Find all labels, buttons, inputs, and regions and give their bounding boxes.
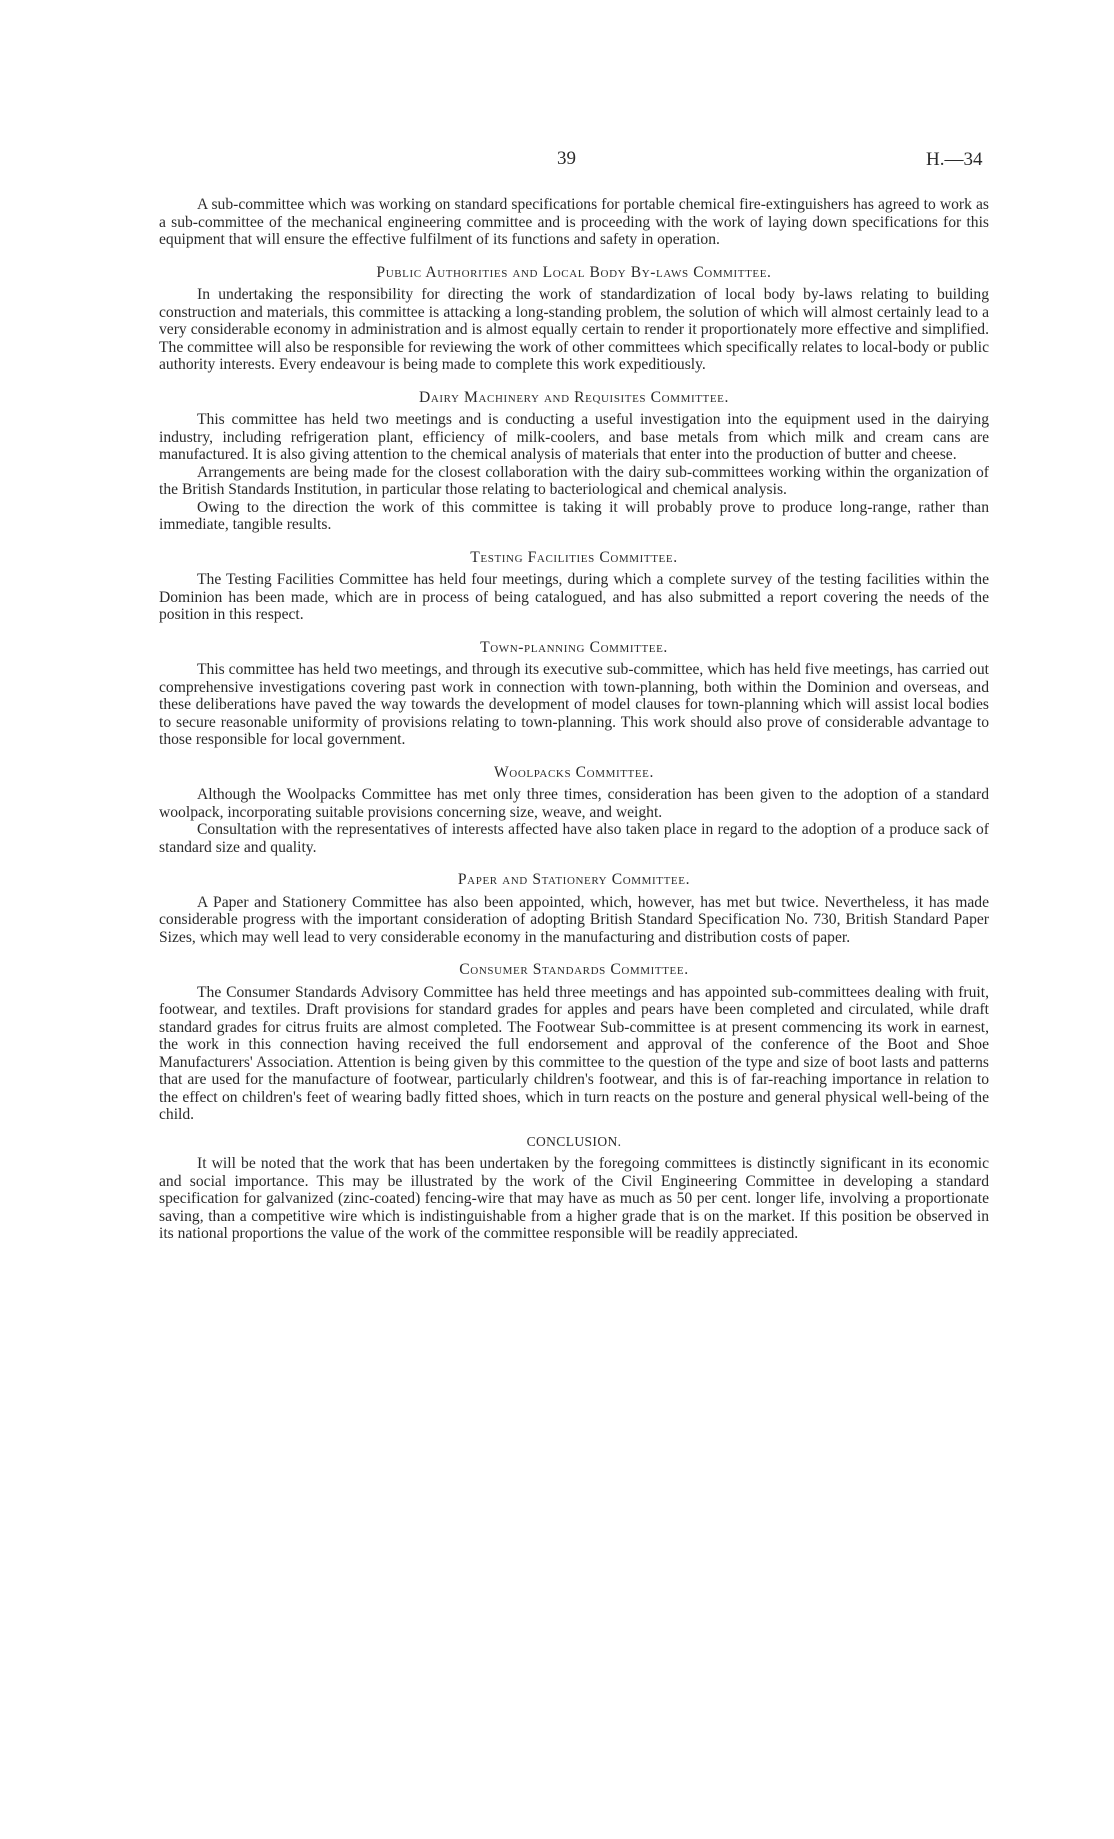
page-number: 39 xyxy=(557,148,576,169)
page-body xyxy=(159,196,989,1243)
paragraph: This committee has held two meetings and is conducting a useful investigation into the equipment used in the dairying industry, including refrigeration plant, efficiency of milk-coolers, and base metals from which milk and cream cans are manufactured. It is also giving attention to the chemical analysis of materials that enter into the production of butter and cheese. xyxy=(159,411,989,463)
section-heading: Dairy Machinery and Requisites Committee. xyxy=(418,388,729,406)
paragraph: It will be noted that the work that has been undertaken by the foregoing committees is distinctly significant in its economic and social importance. This may be illustrated by the work of the Civil Engineering Committee in developing a standard specification for galvanized (zinc-coated) fencing-wire that may have as much as 50 per cent. longer life, involving a proportionate saving, than a competitive wire which is indistinguishable from a higher grade that is on the market. If this position be observed in its national proportions the value of the work of the committee responsible will be readily appreciated. xyxy=(159,1155,989,1242)
paragraph: Owing to the direction the work of this committee is taking it will probably prove to produce long-range, rather than immediate, tangible results. xyxy=(159,498,989,533)
document-reference: H.—34 xyxy=(926,149,983,170)
conclusion-heading: CONCLUSION. xyxy=(526,1133,622,1149)
paragraph: In undertaking the responsibility for directing the work of standardization of local body by-laws relating to building construction and materials, this committee is attacking a long-standing problem, the solution of which will almost certainly lead to a very considerable economy in administration and is almost equally certain to render it proportionately more effective and simplified. The committee will also be responsible for reviewing the work of other committees which specifically relates to local-body or public authority interests. Every endeavour is being made to complete this work expeditiously. xyxy=(159,286,989,373)
paragraph: A Paper and Stationery Committee has also been appointed, which, however, has met but twice. Nevertheless, it has made considerable progress with the important consideration of adopting British Standard Specification No. 730, British Standard Paper Sizes, which may well lead to very considerable economy in the manufacturing and distribution costs of paper. xyxy=(159,893,989,946)
paragraph: The Testing Facilities Committee has held four meetings, during which a complete survey of the testing facilities within the Dominion has been made, which are in process of being catalogued, and has also submitted a report covering the needs of the position in this respect. xyxy=(159,571,989,623)
section-heading: Testing Facilities Committee. xyxy=(470,548,678,566)
paragraph: A sub-committee which was working on standard specifications for portable chemical fire-extinguishers has agreed to work as a sub-committee of the mechanical engineering committee and is proceeding with the work of laying down specifications for this equipment that will ensure the effective fulfilment of its functions and safety in operation. xyxy=(159,196,989,248)
paragraph: This committee has held two meetings, and through its executive sub-committee, which has held five meetings, has carried out comprehensive investigations covering past work in connection with town-planning, both within the Dominion and overseas, and these deliberations have paved the way towards the development of model clauses for town-planning which will assist local bodies to secure reasonable uniformity of provisions relating to town-planning. This work should also prove of considerable advantage to those responsible for local government. xyxy=(159,661,989,748)
paragraph: Consultation with the representatives of interests affected have also taken place in regard to the adoption of a produce sack of standard size and quality. xyxy=(159,821,989,856)
paragraph: Although the Woolpacks Committee has met only three times, consideration has been given to the adoption of a standard woolpack, incorporating suitable provisions concerning size, weave, and weight. xyxy=(159,786,989,821)
paragraph: The Consumer Standards Advisory Committee has held three meetings and has appointed sub-committees dealing with fruit, footwear, and textiles. Draft provisions for standard grades for apples and pears have been completed and circulated, while draft standard grades for citrus fruits are almost completed. The Footwear Sub-committee is at present commencing its work in earnest, the work in this connection having received the full endorsement and approval of the conference of the Boot and Shoe Manufacturers' Association. Attention is being given by this committee to the question of the type and size of boot lasts and patterns that are used for the manufacture of footwear, particularly children's footwear, and this is of far-reaching importance in relation to the effect on children's feet of wearing badly fitted shoes, which in turn reacts on the posture and general physical well-being of the child. xyxy=(159,983,989,1123)
section-heading: Woolpacks Committee. xyxy=(493,763,655,781)
section-heading: Town-planning Committee. xyxy=(480,638,668,656)
section-heading: Consumer Standards Committee. xyxy=(459,961,689,978)
section-heading: Paper and Stationery Committee. xyxy=(457,871,691,888)
paragraph: Arrangements are being made for the closest collaboration with the dairy sub-committees working within the organization of the British Standards Institution, in particular those relating to bacteriological and chemical analysis. xyxy=(159,463,989,498)
section-heading: Public Authorities and Local Body By-laws Committee. xyxy=(376,263,772,281)
